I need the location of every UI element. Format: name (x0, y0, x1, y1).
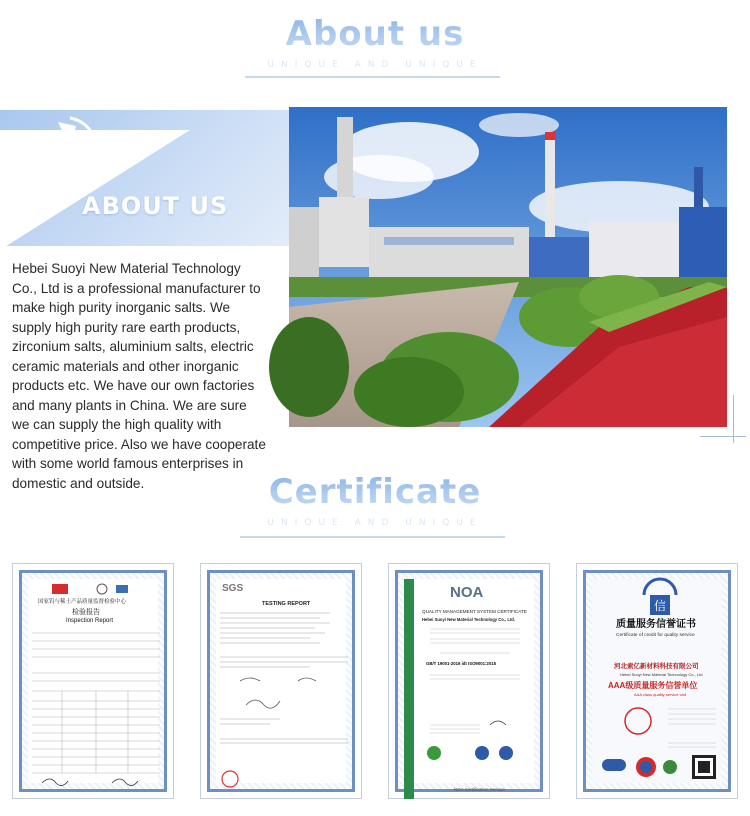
cert3-text-lines (420, 625, 538, 795)
cert4-seals-and-lines (598, 703, 728, 793)
photo-corner-line-vertical (733, 395, 734, 443)
cert1-report-en: Inspection Report (66, 618, 114, 624)
photo-corner-line-horizontal (700, 436, 746, 437)
cert2-text-lines (220, 609, 350, 789)
cert4-company-en: Hebei Suoyi New Material Technology Co., Ltd (620, 672, 703, 677)
cert2-title: TESTING REPORT (262, 601, 311, 607)
cert4-grade-cn: AAA级质量服务信誉单位 (608, 681, 698, 690)
cert3-company: Hebei Suoyi New Material Technology Co., Ltd. (422, 617, 515, 622)
certificate-quality-service-credit (576, 563, 738, 799)
cert3-title: QUALITY MANAGEMENT SYSTEM CERTIFICATE (422, 609, 527, 614)
certificate-heading-rule (240, 536, 505, 538)
certificate-subheading: UNIQUE AND UNIQUE (267, 518, 483, 528)
certificate-heading: Certificate (0, 472, 750, 512)
about-heading-rule (245, 76, 500, 78)
svg-text:信: 信 (653, 599, 667, 613)
cert4-title-en: Certificate of credit for quality service (616, 633, 695, 638)
cert4-grade-en: AAA class quality service unit (634, 692, 687, 697)
sgs-logo: SGS (222, 583, 244, 594)
cert1-title-cn: 国家钨与稀土产品质量监督检验中心 (38, 599, 127, 605)
cma-logo-icon (52, 583, 152, 597)
about-paragraph: Hebei Suoyi New Material Technology Co., Ltd is a professional manufacturer to make high purity inorganic salts. We supply high purity rare earth products, zirconium salts, aluminium salts, electric ceramic materials and other inorganic products etc. We have our own factories and many plants in China. We are sure we can supply the high quality with competitive price. Also we have cooperate with some world famous enterprises in (12, 261, 266, 471)
about-heading: About us (0, 14, 750, 54)
certificate-noa-iso9001 (388, 563, 550, 799)
noa-logo: NOA (450, 584, 484, 601)
cert4-title-cn: 质量服务信誉证书 (616, 619, 696, 630)
certificate-sgs-testing-report (200, 563, 362, 799)
cert4-company-cn: 河北索亿新材料科技有限公司 (614, 663, 699, 670)
cert1-report-cn: 检验报告 (72, 609, 100, 616)
cert3-standard: GB/T 19001-2016 idt ISO9001:2015 (426, 661, 496, 666)
company-logo-icon (30, 112, 110, 188)
certificate-inspection-report (12, 563, 174, 799)
cert4-emblem-icon (640, 581, 680, 619)
factory-photo (289, 107, 727, 427)
cert3-green-band (404, 579, 418, 799)
about-subheading: UNIQUE AND UNIQUE (267, 60, 483, 70)
cert1-table-lines (32, 629, 162, 789)
cert3-footer: NOA Certification Service (454, 787, 505, 792)
about-banner-label: ABOUT US (82, 192, 229, 220)
